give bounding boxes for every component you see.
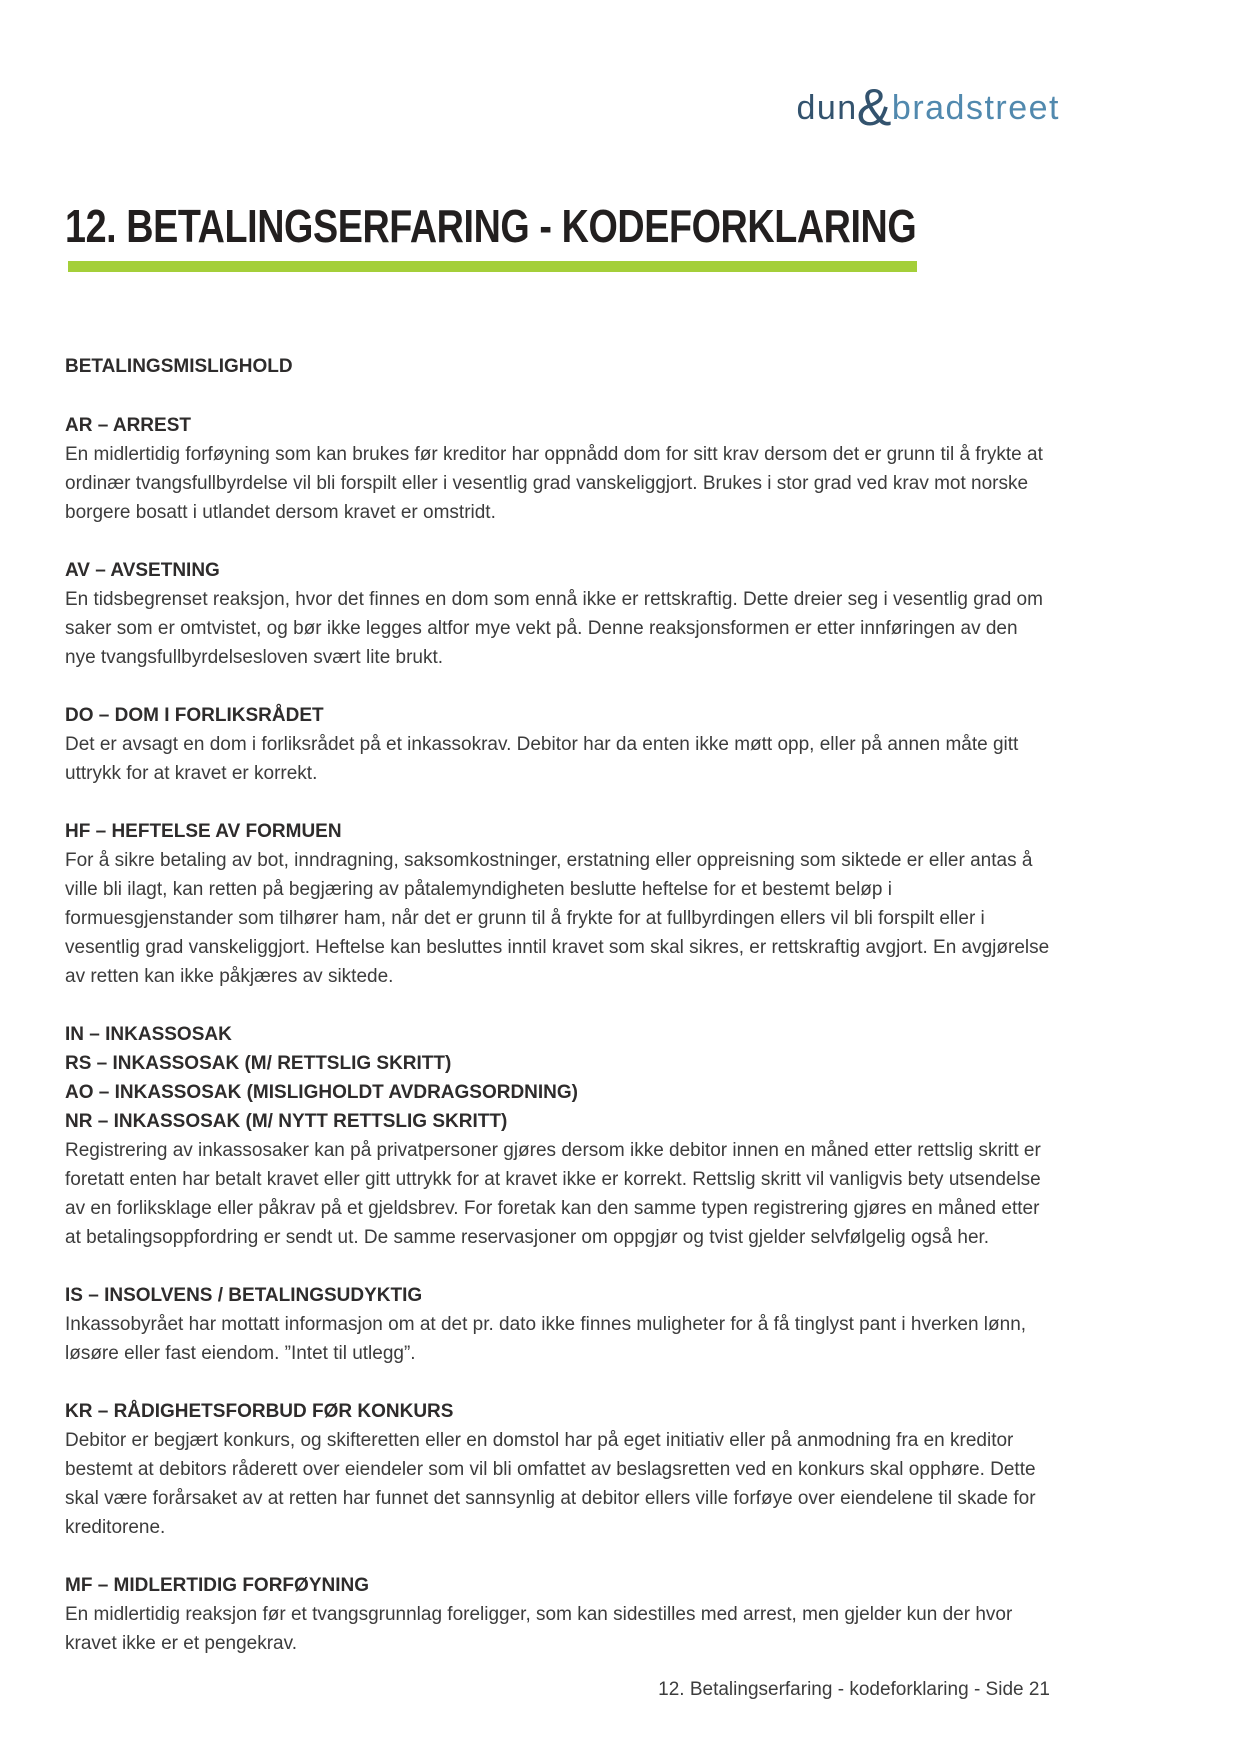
code-heading: AR – ARREST (65, 415, 191, 436)
code-description: En midlertidig reaksjon før et tvangsgrunnlag foreligger, som kan sidestilles med arrest, men gjelder kun der hvor kravet ikke er et pengekrav. (65, 1604, 1013, 1654)
code-heading: AV – AVSETNING (65, 560, 220, 581)
page-footer: 12. Betalingserfaring - kodeforklaring - Side 21 (658, 1679, 1050, 1700)
code-heading: AO – INKASSOSAK (MISLIGHOLDT AVDRAGSORDNING) (65, 1082, 579, 1103)
dun-bradstreet-logo (796, 76, 1060, 137)
code-entry-mf (65, 1571, 1053, 1658)
code-heading: RS – INKASSOSAK (M/ RETTSLIG SKRITT) (65, 1053, 452, 1074)
logo-ampersand-icon: & (856, 79, 893, 137)
code-description: Inkassobyrået har mottatt informasjon om at det pr. dato ikke finnes muligheter for å få tinglyst pant i hverken lønn, løsøre eller fast eiendom. ”Intet til utlegg”. (65, 1314, 1027, 1364)
code-description: Debitor er begjært konkurs, og skifteretten eller en domstol har på eget initiativ eller på anmodning fra en kreditor bestemt at debitors råderett over eiendeler som vil bli omfattet av beslagsretten ved en konkurs skal opphøre. Dette skal være forårsaket av at retten har funnet det sannsynlig at debitor ellers ville forføye over eiendelene til skade for kreditorene. (65, 1430, 1036, 1538)
code-heading: IN – INKASSOSAK (65, 1024, 232, 1045)
code-description: En midlertidig forføyning som kan brukes før kreditor har oppnådd dom for sitt krav dersom det er grunn til å frykte at ordinær tvangsfullbyrdelse vil bli forspilt eller i vesentlig grad vanskeliggjort. Brukes i stor grad ved krav mot norske borgere bosatt i utlandet dersom kravet er omstridt. (65, 444, 1043, 523)
code-entry-av (65, 556, 1053, 672)
code-heading: NR – INKASSOSAK (M/ NYTT RETTSLIG SKRITT) (65, 1111, 508, 1132)
code-entry-inkasso-group (65, 1020, 1053, 1252)
code-description: For å sikre betaling av bot, inndragning, saksomkostninger, erstatning eller oppreisning som siktede er eller antas å ville bli ilagt, kan retten på begjæring av påtalemyndigheten beslutte heftelse for et bestemt beløp i formuesgjenstander som tilhører ham, når det er grunn til å frykte for at fullbyrdingen ellers vil bli forspilt eller i vesentlig grad vanskeliggjort. Heftelse kan besluttes inntil kravet som skal sikres, er rettskraftig avgjort. En avgjørelse av retten kan ikke påkjæres av siktede. (65, 850, 1050, 987)
code-heading: MF – MIDLERTIDIG FORFØYNING (65, 1575, 369, 1596)
logo-text-dun: dun (796, 89, 858, 127)
code-heading: IS – INSOLVENS / BETALINGSUDYKTIG (65, 1285, 423, 1306)
code-heading: DO – DOM I FORLIKSRÅDET (65, 705, 324, 726)
code-entry-ar (65, 411, 1053, 527)
title-accent-rule (68, 261, 917, 272)
code-heading: KR – RÅDIGHETSFORBUD FØR KONKURS (65, 1401, 454, 1422)
page-title: 12. BETALINGSERFARING - KODEFORKLARING (65, 199, 917, 252)
code-entry-kr (65, 1397, 1053, 1542)
code-description: En tidsbegrenset reaksjon, hvor det finnes en dom som ennå ikke er rettskraftig. Dette dreier seg i vesentlig grad om saker som er omtvistet, og bør ikke legges altfor mye vekt på. Denne reaksjonsformen er etter innføringen av den nye tvangsfullbyrdelsesloven svært lite brukt. (65, 589, 1043, 668)
section-header-betalingsmislighold: BETALINGSMISLIGHOLD (65, 356, 293, 377)
code-description: Registrering av inkassosaker kan på privatpersoner gjøres dersom ikke debitor innen en måned etter rettslig skritt er foretatt enten har betalt kravet eller gitt uttrykk for at kravet ikke er korrekt. Rettslig skritt vil vanligvis bety utsendelse av en forliksklage eller påkrav på et gjeldsbrev. For foretak kan den samme typen registrering gjøres en måned etter at betalingsoppfordring er sendt ut. De samme reservasjoner om oppgjør og tvist gjelder selvfølgelig også her. (65, 1140, 1041, 1248)
logo-text-bradstreet: bradstreet (891, 89, 1060, 127)
document-body (65, 352, 1053, 1687)
code-description: Det er avsagt en dom i forliksrådet på et inkassokrav. Debitor har da enten ikke møtt opp, eller på annen måte gitt uttrykk for at kravet er korrekt. (65, 734, 1019, 784)
code-entry-do (65, 701, 1053, 788)
code-entry-is (65, 1281, 1053, 1368)
code-heading: HF – HEFTELSE AV FORMUEN (65, 821, 342, 842)
code-entry-hf (65, 817, 1053, 991)
